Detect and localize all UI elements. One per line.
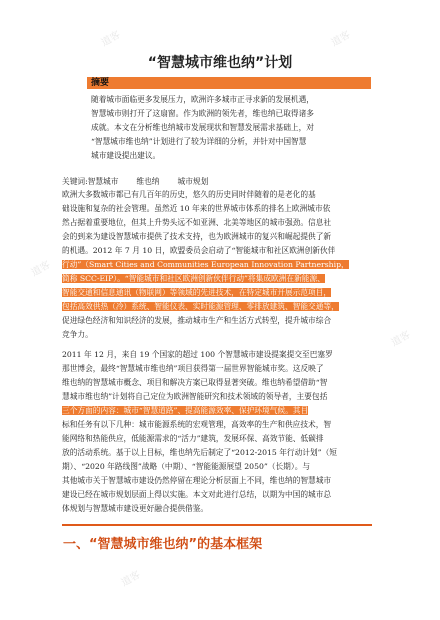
watermark: 道客 <box>119 569 143 589</box>
body-line: 础设施和复杂的社会管理。虽然近 10 年来的世界城市体系的排名上欧洲城市依 <box>62 204 331 213</box>
watermark: 道客 <box>29 259 53 279</box>
body-line: 慧城市维也纳”计划将自己定位为欧洲智能研究和技术领域的领导者，主要包括 <box>62 392 328 401</box>
watermark: 道客 <box>99 29 123 49</box>
watermark: 道客 <box>329 29 353 49</box>
watermark: 道客 <box>389 329 413 349</box>
body-line: 建设已经在城市规划层面上得以实施。本文对此进行总结，以期为中国的城市总 <box>62 490 332 499</box>
highlighted-text: 行动”（Smart Cities and Communities European Innovation Partnership， <box>62 260 349 269</box>
body-line: 维也纳的智慧城市概念、项目和解决方案已取得显著突破。维也纳希望借助“智 <box>62 378 328 387</box>
body-line: 那世博会，最终“智慧城市维也纳”项目获得第一届世界智能城市奖。这反映了 <box>62 364 324 373</box>
section-heading: 一、“智慧城市维也纳”的基本框架 <box>63 537 263 552</box>
abstract-line: 智慧城市则打开了这扇窗。作为欧洲的领先者，维也纳已取得诸多 <box>91 109 314 118</box>
body-line: 能网络和热能供应，低能源需求的“活力”建筑，发展环保、高效节能、低碳排 <box>62 434 324 443</box>
highlighted-text: 智能交通和信息通讯（物联网）等领域的先进技术，在特定城市开展示范项目， <box>62 288 332 297</box>
body-line: 欧洲大多数城市都已有几百年的历史，悠久的历史同时伴随着的是老化的基 <box>62 190 316 199</box>
highlighted-text: 三个方面的内容：城市“智慧道路”、提高能源效率、保护环境气候。其目 <box>62 406 309 415</box>
body-line: 2011 年 12 月，来自 19 个国家的超过 100 个智慧城市建设提案提交至巴塞罗 <box>62 350 333 359</box>
keywords-row <box>62 176 226 187</box>
abstract-label: 摘要 <box>91 78 110 88</box>
section-rule <box>62 524 372 526</box>
body-line: 的机遇。2012 年 7 月 10 日，欧盟委员会启动了“智能城市和社区欧洲创新伙伴 <box>62 246 336 255</box>
highlighted-text: 简称 SCC-EIP）。“智能城市和社区欧洲创新伙伴行动”将集成欧洲在新能源、 <box>62 274 325 283</box>
abstract-line: “智慧城市维也纳”计划进行了较为详细的分析，并针对中国智慧 <box>91 137 307 146</box>
abstract-line: 成就。本文在分析维也纳城市发展现状和智慧发展需求基础上，对 <box>91 123 314 132</box>
body-line: 竞争力。 <box>62 330 93 339</box>
body-line: 促进绿色经济和知识经济的发展，推动城市生产和生活方式转型，提升城市综合 <box>62 316 332 325</box>
abstract-line: 随着城市面临更多发展压力，欧洲许多城市正寻求新的发展机遇， <box>91 95 314 104</box>
keywords-label: 关键词: <box>62 177 88 186</box>
body-line: 会的到来为建设智慧城市提供了技术支持，也为欧洲城市的复兴和崛起提供了新 <box>62 232 332 241</box>
abstract-heading-bar <box>87 77 371 89</box>
body-line: 放的活动系统。基于以上目标，维也纳先后制定了“2012-2015 年行动计划”（短 <box>62 448 337 457</box>
document-title: “智慧城市维也纳”计划 <box>147 55 293 71</box>
highlighted-text: 包括高效供热（冷）系统、智能仪表、实时能源管理、零排放建筑、智能交通等， <box>62 302 339 311</box>
body-line: 标和任务有以下几种：城市能源系统的宏观管理，高效率的生产和供应技术，智 <box>62 420 332 429</box>
keyword: 城市规划 <box>177 177 209 186</box>
abstract-line: 城市建设提出建议。 <box>91 151 161 160</box>
body-line: 其他城市关于智慧城市建设仍然停留在理论分析层面上不同，维也纳的智慧城市 <box>62 476 332 485</box>
body-line: 期）、“2020 年路线图”战略（中期）、“智能能源展望 2050”（长期）。与 <box>62 462 311 471</box>
body-line: 然占据着重要地位，但其上升势头远不如亚洲、北美等地区的城市强劲。信息社 <box>62 218 332 227</box>
keyword: 智慧城市 <box>87 177 119 186</box>
keyword: 维也纳 <box>136 177 160 186</box>
body-line: 体规划与智慧城市建设更好融合提供借鉴。 <box>62 504 209 513</box>
